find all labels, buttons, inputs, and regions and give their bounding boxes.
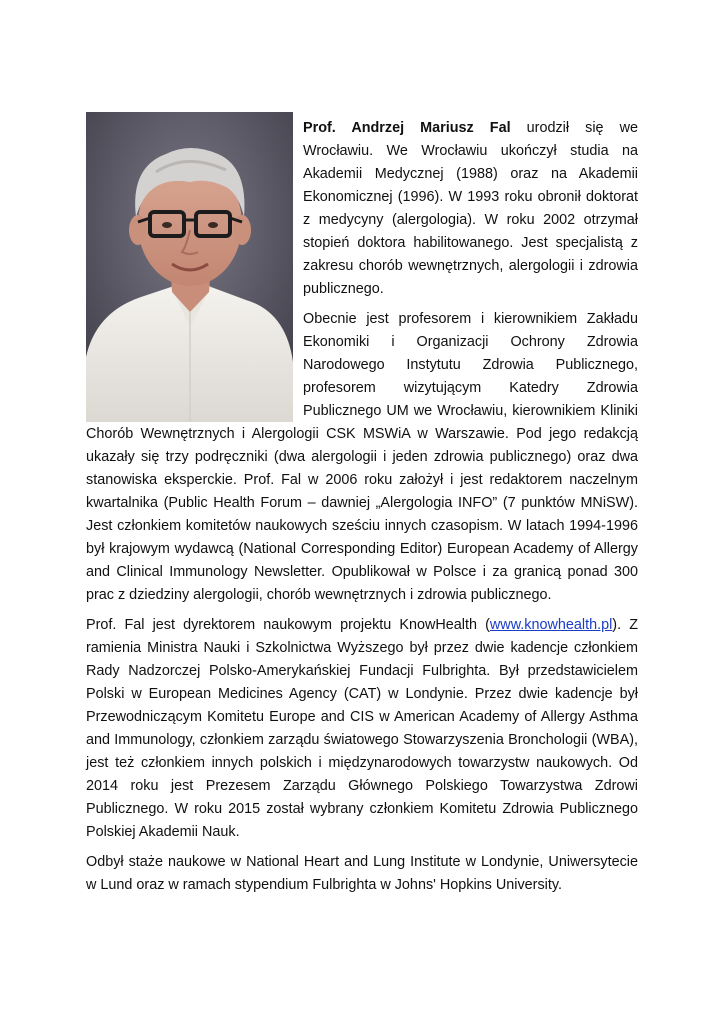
knowhealth-link[interactable]: www.knowhealth.pl: [489, 617, 613, 633]
person-name: Prof. Andrzej Mariusz Fal: [303, 120, 511, 136]
paragraph-2: Obecnie jest profesorem i kierownikiem Zakładu Ekonomiki i Organizacji Ochrony Zdrowia Narodowego Instytutu Zdrowia Publicznego, profesorem wizytującym Katedry Zdrowia Publicznego UM we Wrocławiu, kierownikiem Kliniki Chorób Wewnętrznych i Alergologii CSK MSWiA w Warszawie. Pod jego redakcją ukazały się trzy podręczniki (dwa alergologii i jeden zdrowia publicznego) oraz dwa stanowiska eksperckie. Prof. Fal w 2006 roku założył i jest redaktorem naczelnym kwartalnika (Public Health Forum – dawniej „Alergologia INFO” (7 punktów MNiSW). Jest członkiem komitetów naukowych sześciu innych czasopism. W latach 1994-1996 był krajowym wydawcą (National Corresponding Editor) European Academy of Allergy and Clinical Immunology Newsletter. Opublikował w Polsce i za granicą ponad 300 prac z dziedziny alergologii, chorób wewnętrznych i zdrowia publicznego.: [86, 311, 638, 603]
paragraph-3-end: ). Z ramienia Ministra Nauki i Szkolnictwa Wyższego był przez dwie kadencje członkiem Rady Nadzorczej Polsko-Amerykańskiej Fundacji Fulbrighta. Był przedstawicielem Polski w European Medicines Agency (CAT) w Londynie. Przez dwie kadencje był Przewodniczącym Komitetu Europe and CIS w American Academy of Allergy Asthma and Immunology, członkiem zarządu światowego Stowarzyszenia Bronchologii (WBA), jest też członkiem innych polskich i międzynarodowych towarzystw naukowych. Od 2014 roku jest Prezesem Zarządu Głównego Polskiego Towarzystwa Zdrowi Publicznego. W roku 2015 został wybrany członkiem Komitetu Zdrowia Publicznego Polskiej Akademii Nauk.: [86, 617, 638, 840]
paragraph-4: Odbył staże naukowe w National Heart and Lung Institute w Londynie, Uniwersytecie w Lund oraz w ramach stypendium Fulbrighta w Johns' Hopkins University.: [86, 854, 638, 893]
paragraph-3-start: Prof. Fal jest dyrektorem naukowym projektu KnowHealth (: [86, 617, 490, 633]
paragraph-1-text: urodził się we Wrocławiu. We Wrocławiu ukończył studia na Akademii Medycznej (1988) oraz na Akademii Ekonomicznej (1996). W 1993 roku obronił doktorat z medycyny (alergologia). W roku 2002 otrzymał stopień doktora habilitowanego. Jest specjalistą z zakresu chorób wewnętrznych, alergologii i zdrowia publicznego.: [303, 120, 638, 297]
biography-text: [86, 117, 638, 897]
paragraph-3: [86, 614, 638, 844]
photo-wrap-spacer: [86, 117, 303, 422]
